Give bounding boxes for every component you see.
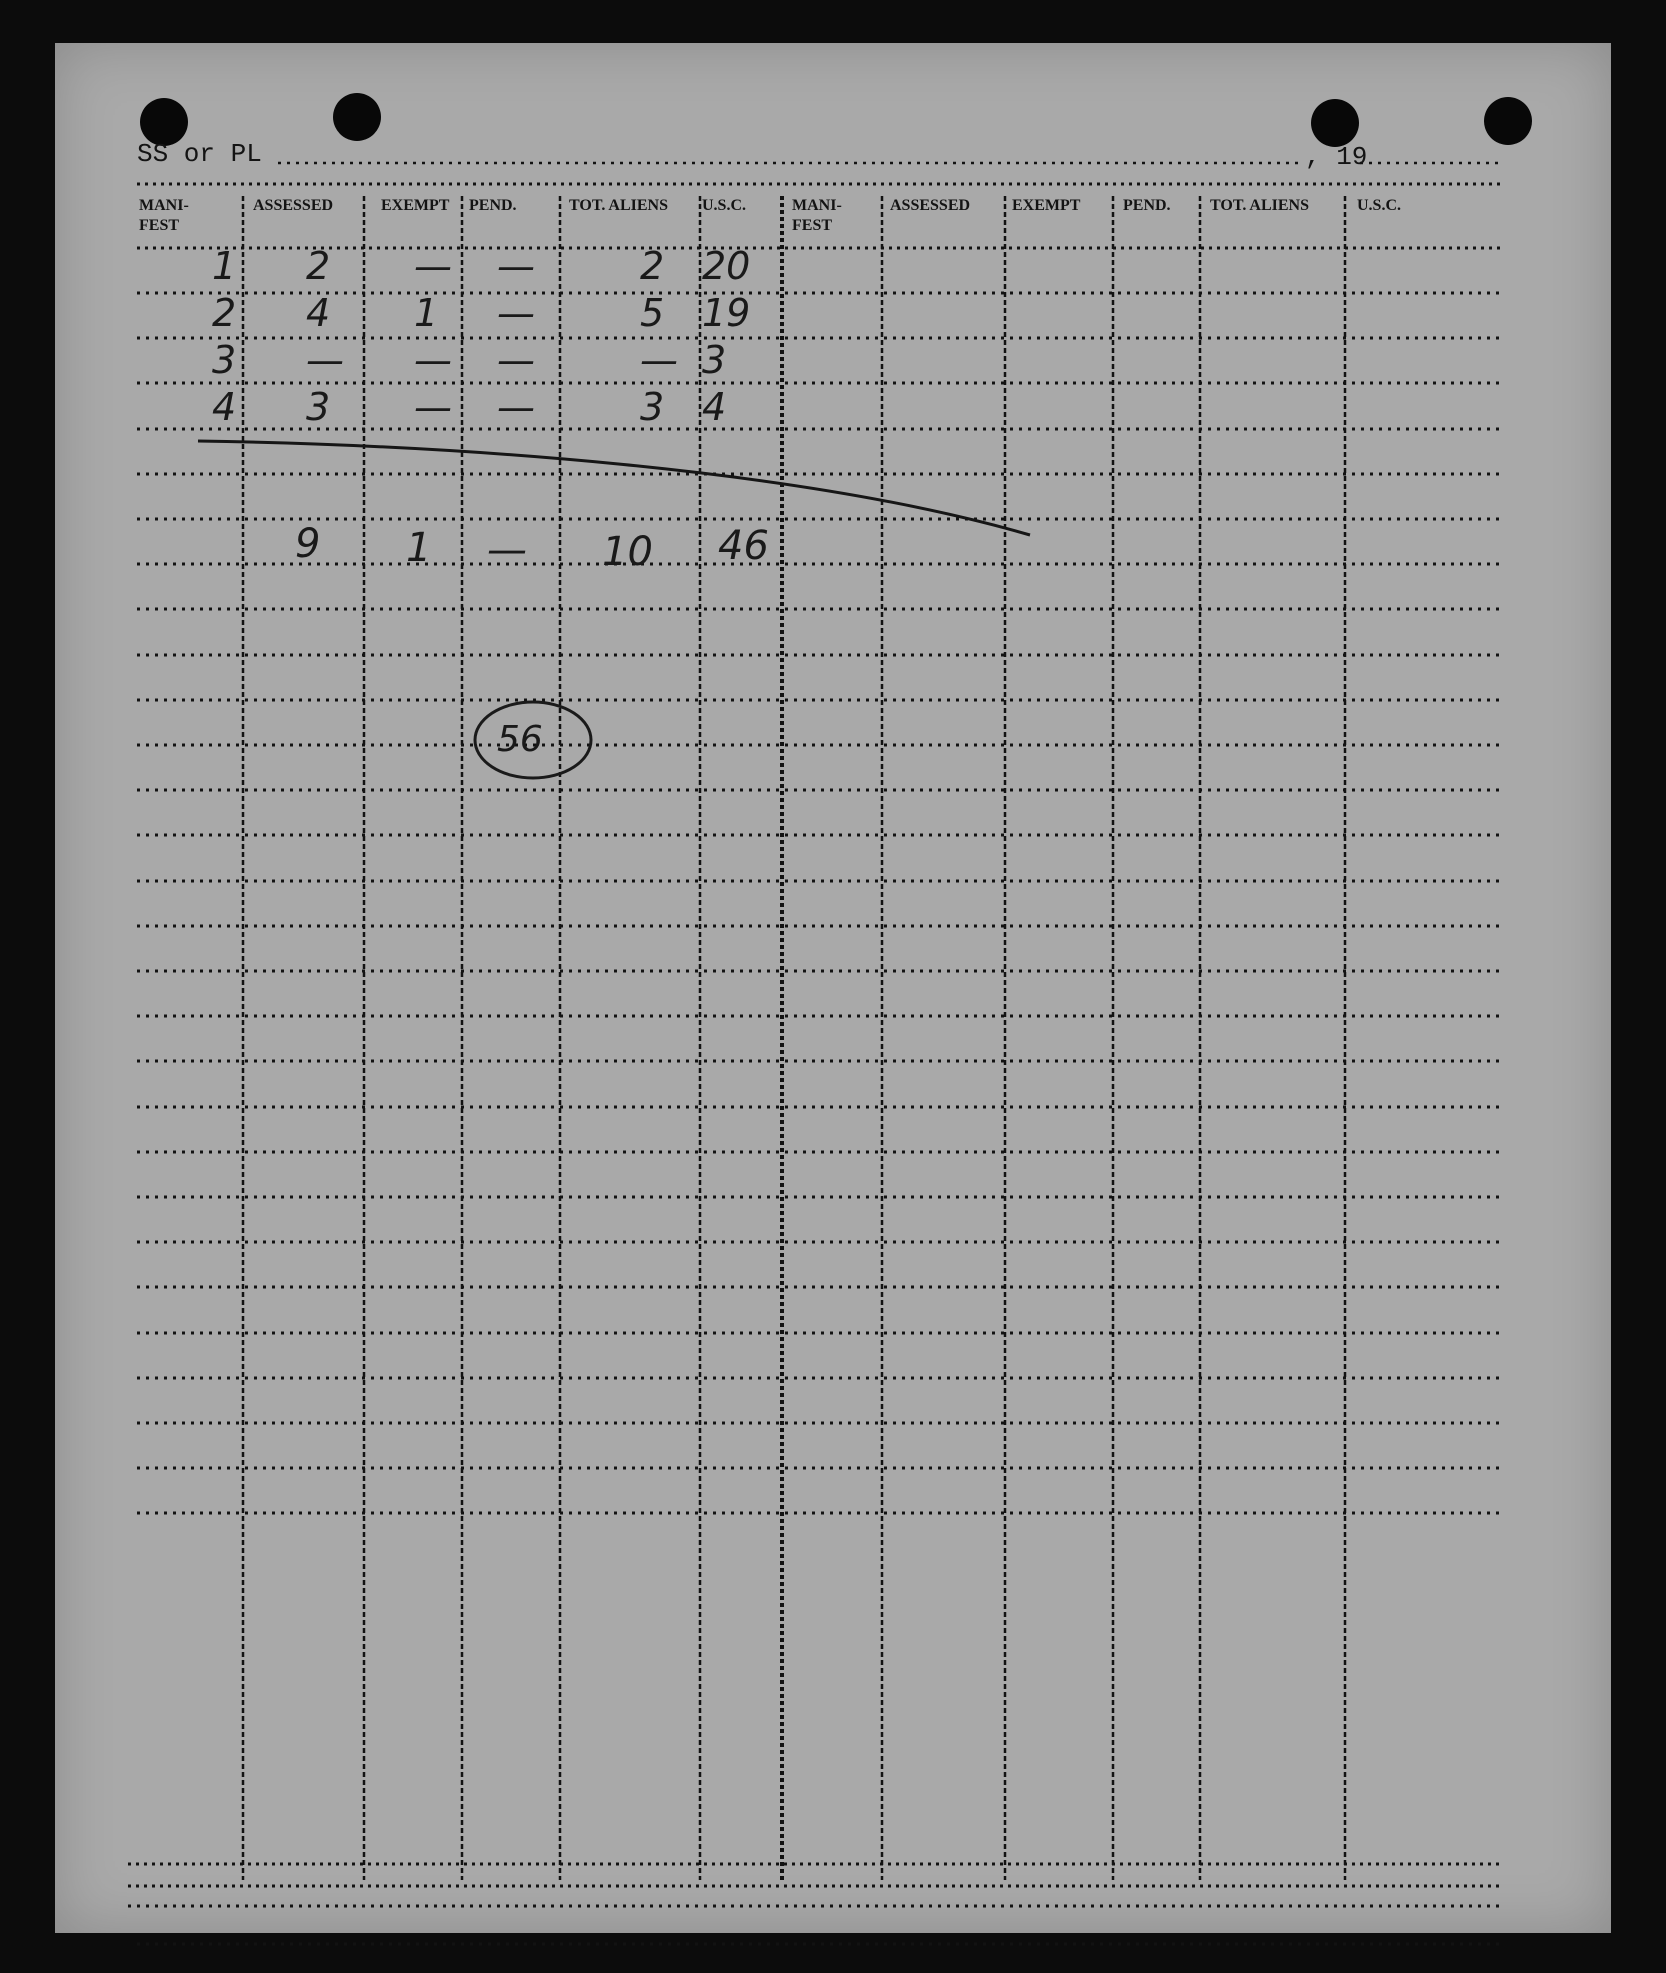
entry-tot-aliens: 3 [640, 385, 665, 429]
year-prefix: , 19 [1305, 142, 1368, 172]
punch-hole [333, 93, 381, 141]
col-header-pend: PEND. [469, 197, 517, 214]
punch-hole [1484, 97, 1532, 145]
entry-pend: — [497, 385, 535, 429]
entry-exempt: — [414, 385, 452, 429]
entry-assessed: 3 [306, 385, 331, 429]
entry-pend: — [497, 291, 535, 335]
entry-pend: — [497, 244, 535, 288]
col-header-manifest: MANI- FEST [792, 197, 842, 234]
entry-usc: 19 [702, 291, 751, 335]
entry-exempt: 1 [414, 291, 439, 335]
entry-manifest: 4 [212, 385, 237, 429]
entry-manifest: 3 [212, 338, 237, 382]
entry-assessed: 4 [306, 291, 331, 335]
col-header-assessed: ASSESSED [253, 197, 334, 214]
ship-label: SS or PL [137, 139, 262, 169]
total-usc: 46 [718, 523, 769, 569]
col-header-assessed: ASSESSED [890, 197, 971, 214]
col-header-tot-aliens: TOT. ALIENS [1210, 197, 1310, 214]
entry-assessed: 2 [306, 244, 331, 288]
total-tot-aliens: 10 [602, 529, 653, 575]
entry-exempt: — [414, 338, 452, 382]
entry-exempt: — [414, 244, 452, 288]
total-exempt: 1 [406, 525, 432, 571]
entry-assessed: — [306, 338, 344, 382]
entry-manifest: 2 [212, 291, 237, 335]
col-header-usc: U.S.C. [702, 197, 747, 214]
punch-hole [1311, 99, 1359, 147]
entry-tot-aliens: 5 [640, 291, 665, 335]
col-header-exempt: EXEMPT [381, 197, 450, 214]
entry-usc: 3 [702, 338, 727, 382]
grand-total: 56 [497, 719, 543, 760]
col-header-usc: U.S.C. [1357, 197, 1402, 214]
entry-pend: — [497, 338, 535, 382]
col-header-pend: PEND. [1123, 197, 1171, 214]
col-header-tot-aliens: TOT. ALIENS [569, 197, 669, 214]
col-header-manifest: MANI- FEST [139, 197, 189, 234]
total-assessed: 9 [295, 521, 321, 567]
entry-tot-aliens: 2 [640, 244, 665, 288]
col-header-exempt: EXEMPT [1012, 197, 1081, 214]
entry-usc: 4 [702, 385, 727, 429]
total-pend: — [487, 527, 527, 573]
entry-usc: 20 [702, 244, 751, 288]
entry-tot-aliens: — [640, 338, 678, 382]
entry-manifest: 1 [212, 244, 237, 288]
form-sheet [55, 43, 1611, 1933]
